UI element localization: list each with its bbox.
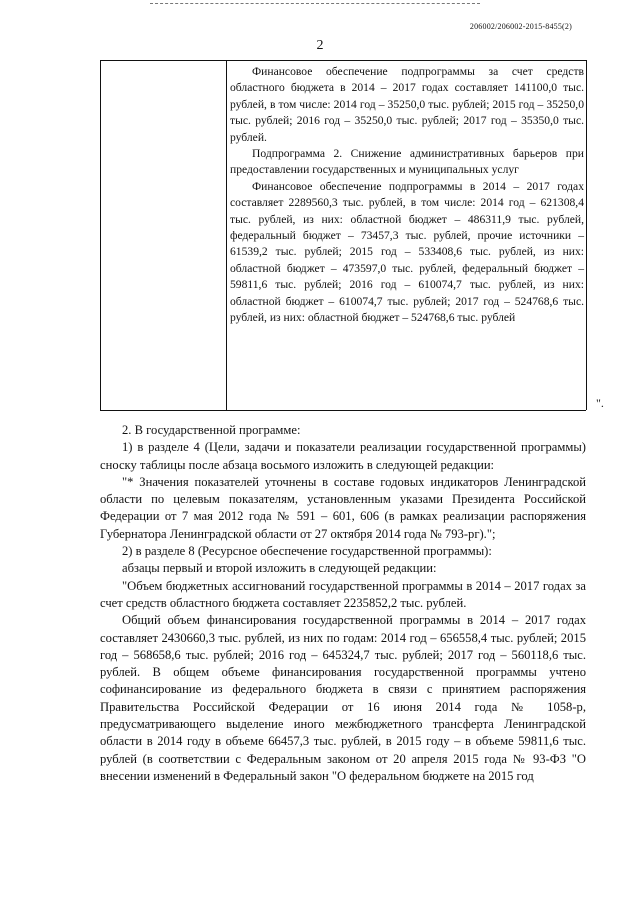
document-number: 206002/206002-2015-8455(2)	[469, 22, 572, 31]
body-paragraph: 2) в разделе 8 (Ресурсное обеспечение государственной программы):	[122, 544, 492, 559]
body-paragraph: Общий объем финансирования государственной программы в 2014 – 2017 годах составляет 2430660,3 тыс. рублей, из них по годам: 2014 год – 656558,4 тыс. рублей; 2015 год – 568658,6 тыс. рублей; 2016 год – 645324,7 тыс. рублей; 2017 год – 560118,6 тыс. рублей. В общем объеме финансирования государственной программы учтено софинансирование из федерального бюджета в связи с принятием распоряжения Правительства Российской Федерации от 16 июня 2014 года № 1058-р, предусматривающего выделение иного межбюджетного трансферта Ленинградской области в 2014 году в объеме 66457,3 тыс. рублей, в 2015 году – в объеме 59811,6 тыс. рублей (в соответствии с Федеральным законом от 20 апреля 2015 года № 93-ФЗ "О внесении изменений в Федеральный закон "О федеральном бюджете на 2015 год	[100, 613, 586, 783]
body-paragraph: 1) в разделе 4 (Цели, задачи и показатели реализации государственной программы) сноску таблицы после абзаца восьмого изложить в следующей редакции:	[100, 440, 586, 472]
table-top-border	[100, 60, 586, 61]
cell-paragraph: Подпрограмма 2. Снижение административных барьеров при предоставлении государственных и муниципальных услуг	[230, 147, 584, 177]
document-body	[100, 422, 586, 785]
program-passport-table	[100, 60, 586, 410]
table-left-border	[100, 60, 101, 410]
body-paragraph: "* Значения показателей уточнены в составе годовых индикаторов Ленинградской области по целевым показателям, установленным указами Президента Российской Федерации от 7 мая 2012 года № 591 – 601, 606 (в рамках реализации распоряжения Губернатора Ленинградской области от 27 октября 2014 года № 793-рг).";	[100, 474, 586, 541]
table-column-divider	[226, 60, 227, 410]
body-paragraph: "Объем бюджетных ассигнований государственной программы в 2014 – 2017 годах за счет средств областного бюджета составляет 2235852,2 тыс. рублей.	[100, 578, 586, 610]
cell-paragraph: Финансовое обеспечение подпрограммы в 2014 – 2017 годах составляет 2289560,3 тыс. рублей, в том числе: 2014 год – 621308,4 тыс. рублей, из них: областной бюджет – 486311,9 тыс. рублей, федеральный бюджет – 73457,3 тыс. рублей, прочие источники – 61539,2 тыс. рублей; 2015 год – 533408,6 тыс. рублей, из них: областной бюджет – 473597,0 тыс. рублей, федеральный бюджет – 59811,6 тыс. рублей; 2016 год – 610074,7 тыс. рублей, из них: областной бюджет – 610074,7 тыс. рублей; 2017 год – 524768,6 тыс. рублей, из них: областной бюджет – 524768,6 тыс. рублей	[230, 179, 584, 325]
table-right-border	[586, 60, 587, 410]
cell-paragraph: Финансовое обеспечение подпрограммы за счет средств областного бюджета в 2014 – 2017 годах составляет 141100,0 тыс. рублей, в том числе: 2014 год – 35250,0 тыс. рублей; 2015 год – 35250,0 тыс. рублей; 2016 год – 35250,0 тыс. рублей; 2017 год – 35350,0 тыс. рублей.	[230, 65, 584, 144]
page-number: 2	[316, 38, 324, 53]
table-bottom-border	[100, 410, 586, 411]
scan-top-edge	[150, 3, 480, 4]
table-cell-content	[230, 64, 584, 327]
body-paragraph: 2. В государственной программе:	[122, 423, 301, 437]
body-paragraph: абзацы первый и второй изложить в следующей редакции:	[122, 561, 437, 576]
closing-quote-mark: ".	[596, 396, 604, 410]
